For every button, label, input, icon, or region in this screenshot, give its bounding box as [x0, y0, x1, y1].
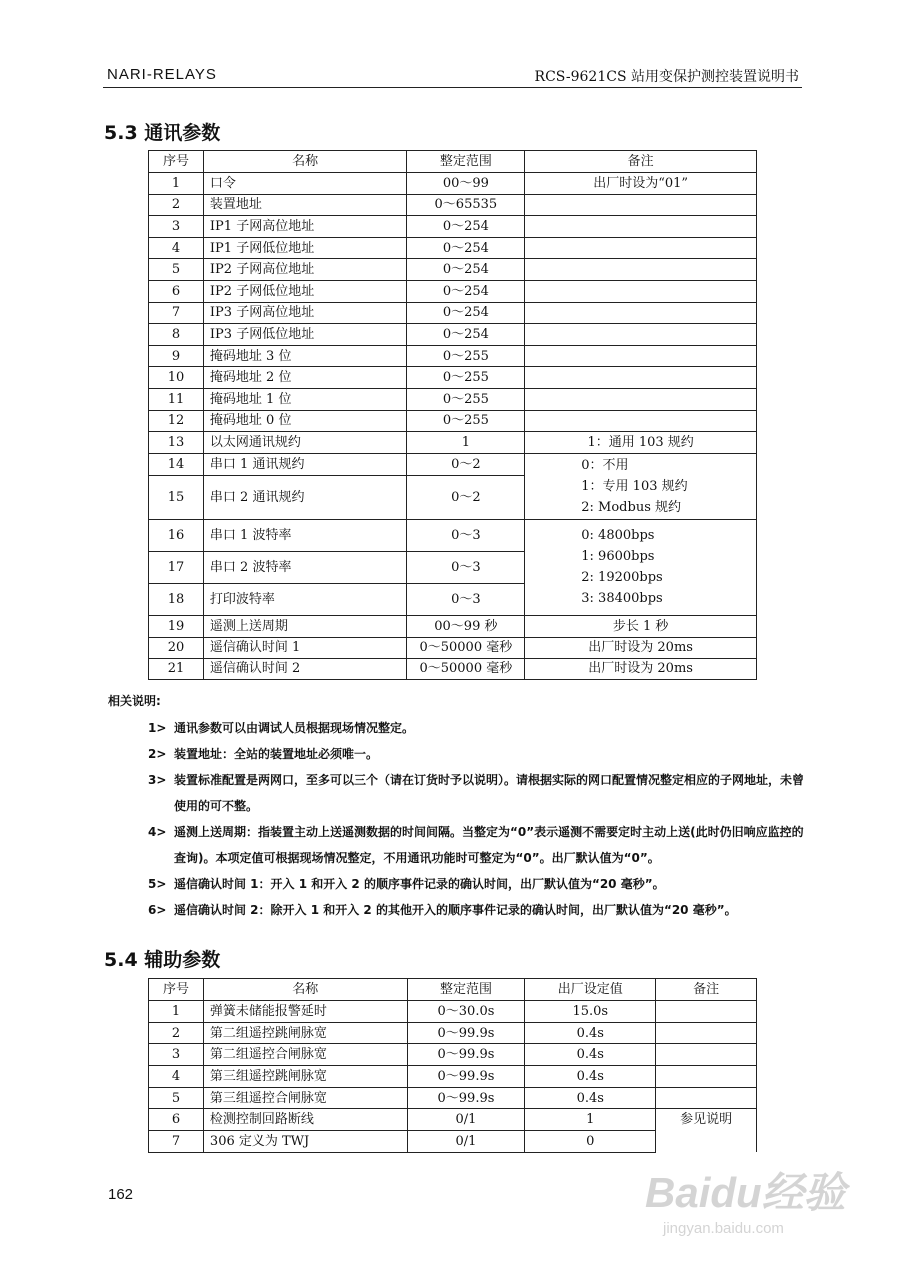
table-cell: 出厂时设为“01”: [525, 173, 757, 195]
note-line: 0：不用: [581, 457, 629, 473]
table-cell: 13: [149, 432, 204, 454]
table-cell: 0～30.0s: [407, 1001, 525, 1023]
watermark-url: jingyan.baidu.com: [663, 1220, 784, 1237]
table-cell: 0～65535: [407, 194, 525, 216]
note-line: 3: 38400bps: [581, 591, 663, 607]
table-cell: [525, 302, 757, 324]
table-cell: 00～99 秒: [407, 615, 525, 637]
table-cell: 0/1: [407, 1131, 525, 1153]
table-row: [149, 432, 757, 454]
table-cell: 掩码地址 0 位: [203, 410, 407, 432]
table-cell: 串口 1 通讯规约: [203, 453, 407, 475]
table-row: [149, 216, 757, 238]
table-cell: 0.4s: [525, 1022, 656, 1044]
table-cell: IP1 子网高位地址: [203, 216, 407, 238]
baidu-watermark: [645, 1160, 846, 1237]
table-cell: 4: [149, 1066, 204, 1088]
table-cell: 整定范围: [407, 979, 525, 1001]
table-cell: 串口 2 通讯规约: [203, 475, 407, 519]
table-cell: 7: [149, 1131, 204, 1153]
table-cell: 7: [149, 302, 204, 324]
table-row: [149, 637, 757, 658]
table-row: [149, 173, 757, 195]
table-cell: [525, 388, 757, 410]
table-row: [149, 237, 757, 259]
table-cell: 0～2: [407, 475, 525, 519]
table-cell: 2: [149, 194, 204, 216]
note-item: [148, 871, 808, 897]
note-item: [148, 897, 808, 923]
table-cell: 6: [149, 1109, 204, 1131]
table-row: [149, 280, 757, 302]
table-cell: 名称: [203, 151, 407, 173]
table-cell: 1: [407, 432, 525, 454]
note-line: 1: 9600bps: [581, 549, 655, 565]
table-cell: 8: [149, 324, 204, 346]
table-row: [149, 658, 757, 679]
table-cell: 名称: [203, 979, 407, 1001]
table-cell: 出厂时设为 20ms: [525, 658, 757, 679]
table-cell: [525, 324, 757, 346]
note-number: 5>: [148, 877, 167, 891]
table-cell: 20: [149, 637, 204, 658]
table-cell: 装置地址: [203, 194, 407, 216]
table-row: [149, 388, 757, 410]
table-cell: 0～254: [407, 324, 525, 346]
table-cell: 掩码地址 2 位: [203, 367, 407, 389]
table-cell: 遥信确认时间 2: [203, 658, 407, 679]
table-cell: 弹簧未储能报警延时: [203, 1001, 407, 1023]
table-cell: 0.4s: [525, 1066, 656, 1088]
note-item: [148, 741, 808, 767]
table-cell: 检测控制回路断线: [203, 1109, 407, 1131]
table-cell: 2: [149, 1022, 204, 1044]
table-row: [149, 194, 757, 216]
watermark-logo: Baidu经验: [645, 1169, 846, 1216]
header-title: RCS-9621CS 站用变保护测控装置说明书: [534, 69, 799, 85]
table-cell: 0～255: [407, 388, 525, 410]
table-row: [149, 1109, 757, 1131]
table-cell: [525, 216, 757, 238]
table-cell: 0～3: [407, 519, 525, 551]
table-cell: 备注: [656, 979, 757, 1001]
table-cell: 0～254: [407, 280, 525, 302]
table-cell: 第三组遥控合闸脉宽: [203, 1087, 407, 1109]
table-cell: [525, 367, 757, 389]
table-cell: 口令: [203, 173, 407, 195]
table-cell: 17: [149, 551, 204, 583]
table-row: [149, 1044, 757, 1066]
table-cell: 0～99.9s: [407, 1022, 525, 1044]
table-cell: 21: [149, 658, 204, 679]
table-cell: [525, 345, 757, 367]
table-cell: [525, 519, 757, 615]
section-title-aux: 5.4 辅助参数: [104, 949, 221, 971]
table-row: [149, 519, 757, 551]
table-row: [149, 367, 757, 389]
table-cell: 15.0s: [525, 1001, 656, 1023]
table-cell: 9: [149, 345, 204, 367]
note-line: 2: 19200bps: [581, 570, 663, 586]
table-cell: 19: [149, 615, 204, 637]
note-line: 1：专用 103 规约: [581, 478, 688, 494]
table-cell: 0～254: [407, 216, 525, 238]
table-cell: 以太网通讯规约: [203, 432, 407, 454]
table-cell: 1：通用 103 规约: [525, 432, 757, 454]
note-text: 装置标准配置是两网口，至多可以三个（请在订货时予以说明）。请根据实际的网口配置情况整定相应的子网地址，未曾使用的可不整。: [174, 773, 805, 813]
table-cell: 3: [149, 1044, 204, 1066]
table-row: [149, 1066, 757, 1088]
table-cell: 参见说明: [656, 1109, 757, 1152]
header-brand: NARI-RELAYS: [107, 66, 217, 83]
table-header: [149, 151, 757, 173]
note-item: [148, 819, 808, 871]
table-cell: 步长 1 秒: [525, 615, 757, 637]
note-number: 6>: [148, 903, 167, 917]
table-cell: IP2 子网低位地址: [203, 280, 407, 302]
table-cell: 0～50000 毫秒: [407, 658, 525, 679]
table-cell: [656, 1022, 757, 1044]
table-cell: 串口 2 波特率: [203, 551, 407, 583]
table-cell: 串口 1 波特率: [203, 519, 407, 551]
table-cell: 0～50000 毫秒: [407, 637, 525, 658]
table-cell: 00～99: [407, 173, 525, 195]
note-line: 2: Modbus 规约: [581, 499, 682, 515]
table-cell: 0～99.9s: [407, 1087, 525, 1109]
table-cell: [656, 1087, 757, 1109]
note-line: 0: 4800bps: [581, 528, 655, 544]
table-row: [149, 259, 757, 281]
table-cell: 0.4s: [525, 1087, 656, 1109]
note-text: 遥信确认时间 1：开入 1 和开入 2 的顺序事件记录的确认时间，出厂默认值为“20 毫秒”。: [174, 877, 665, 891]
note-text: 遥信确认时间 2：除开入 1 和开入 2 的其他开入的顺序事件记录的确认时间，出厂默认值为“20 毫秒”。: [174, 903, 737, 917]
table-cell: 11: [149, 388, 204, 410]
table-row: [149, 1022, 757, 1044]
table-cell: 1: [149, 1001, 204, 1023]
table-cell: [656, 1066, 757, 1088]
table-cell: 备注: [525, 151, 757, 173]
table-cell: 0～3: [407, 551, 525, 583]
table-row: [149, 1087, 757, 1109]
table-cell: 0.4s: [525, 1044, 656, 1066]
table-cell: 0～99.9s: [407, 1044, 525, 1066]
table-cell: 12: [149, 410, 204, 432]
table-row: [149, 324, 757, 346]
table-cell: [656, 1001, 757, 1023]
table-cell: [525, 453, 757, 519]
table-cell: 0～3: [407, 583, 525, 615]
table-cell: 6: [149, 280, 204, 302]
note-text: 通讯参数可以由调试人员根据现场情况整定。: [174, 721, 415, 735]
table-cell: 10: [149, 367, 204, 389]
table-cell: IP2 子网高位地址: [203, 259, 407, 281]
table-cell: 第三组遥控跳闸脉宽: [203, 1066, 407, 1088]
table-cell: IP3 子网高位地址: [203, 302, 407, 324]
table-cell: 第二组遥控合闸脉宽: [203, 1044, 407, 1066]
table-cell: 遥信确认时间 1: [203, 637, 407, 658]
note-text: 遥测上送周期：指装置主动上送遥测数据的时间间隔。当整定为“0”表示遥测不需要定时主动上送(此时仍旧响应监控的查询)。本项定值可根据现场情况整定，不用通讯功能时可整定为“0”。出厂默认值为“0”。: [174, 825, 804, 865]
table-cell: 打印波特率: [203, 583, 407, 615]
table-cell: 3: [149, 216, 204, 238]
table-cell: [525, 280, 757, 302]
table-cell: 序号: [149, 979, 204, 1001]
header-divider: [103, 87, 802, 88]
table-cell: 15: [149, 475, 204, 519]
table-cell: [525, 237, 757, 259]
table-cell: 5: [149, 259, 204, 281]
table-cell: 1: [149, 173, 204, 195]
comm-params-table: [148, 150, 757, 680]
table-cell: IP3 子网低位地址: [203, 324, 407, 346]
table-cell: 14: [149, 453, 204, 475]
table-cell: 第二组遥控跳闸脉宽: [203, 1022, 407, 1044]
table-cell: 0～254: [407, 259, 525, 281]
table-cell: 5: [149, 1087, 204, 1109]
table-cell: 0: [525, 1131, 656, 1153]
table-cell: 4: [149, 237, 204, 259]
table-cell: 18: [149, 583, 204, 615]
table-cell: 1: [525, 1109, 656, 1131]
table-cell: 16: [149, 519, 204, 551]
table-cell: 掩码地址 3 位: [203, 345, 407, 367]
table-row: [149, 302, 757, 324]
table-row: [149, 453, 757, 475]
table-cell: 0～255: [407, 345, 525, 367]
note-number: 2>: [148, 747, 167, 761]
table-cell: 出厂时设为 20ms: [525, 637, 757, 658]
table-row: [149, 1001, 757, 1023]
table-header: [149, 979, 757, 1001]
table-cell: [525, 410, 757, 432]
note-item: [148, 767, 808, 819]
table-cell: [525, 259, 757, 281]
section-title-comm: 5.3 通讯参数: [104, 122, 221, 144]
notes: [108, 692, 808, 923]
aux-params-table: [148, 978, 757, 1153]
notes-title: 相关说明:: [108, 694, 161, 708]
table-cell: 序号: [149, 151, 204, 173]
table-cell: 0～2: [407, 453, 525, 475]
note-number: 3>: [148, 773, 167, 787]
table-cell: 遥测上送周期: [203, 615, 407, 637]
table-cell: 0～254: [407, 302, 525, 324]
note-item: [148, 715, 808, 741]
table-row: [149, 345, 757, 367]
table-cell: 掩码地址 1 位: [203, 388, 407, 410]
table-cell: 出厂设定值: [525, 979, 656, 1001]
note-text: 装置地址：全站的装置地址必须唯一。: [174, 747, 379, 761]
table-cell: 0～99.9s: [407, 1066, 525, 1088]
table-cell: 306 定义为 TWJ: [203, 1131, 407, 1153]
table-cell: 0～254: [407, 237, 525, 259]
table-cell: 0～255: [407, 367, 525, 389]
table-cell: [656, 1044, 757, 1066]
table-row: [149, 615, 757, 637]
table-cell: 整定范围: [407, 151, 525, 173]
note-number: 1>: [148, 721, 167, 735]
note-number: 4>: [148, 825, 167, 839]
page-number: 162: [108, 1186, 134, 1203]
table-cell: 0/1: [407, 1109, 525, 1131]
table-row: [149, 410, 757, 432]
table-cell: [525, 194, 757, 216]
table-cell: IP1 子网低位地址: [203, 237, 407, 259]
table-cell: 0～255: [407, 410, 525, 432]
